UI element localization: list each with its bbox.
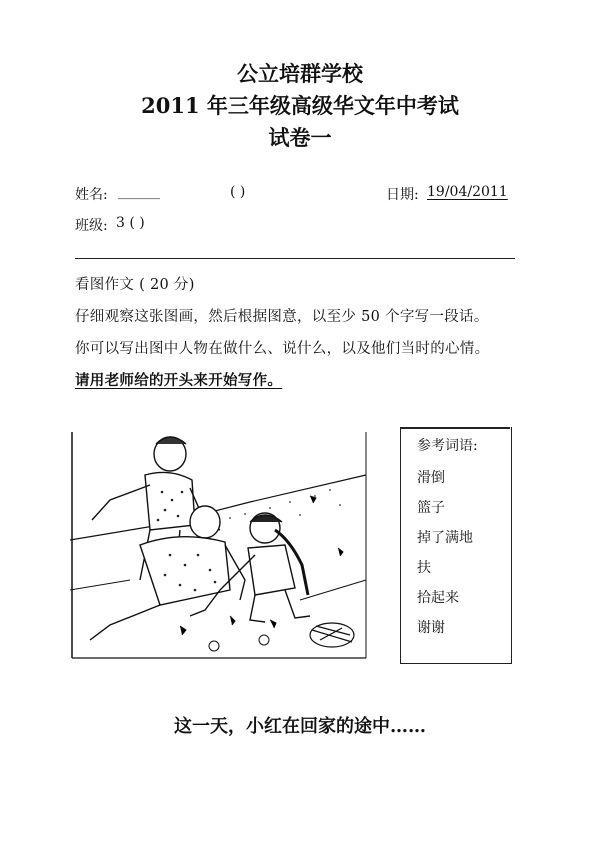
vocab-item: 滑倒	[417, 470, 445, 486]
name-paren: ( )	[230, 184, 246, 200]
vocab-item: 篮子	[417, 500, 445, 516]
divider	[75, 258, 515, 259]
date-value: 19/04/2011	[427, 184, 508, 200]
name-label: 姓名:	[75, 187, 108, 203]
task-line-2: 你可以写出图中人物在做什么、说什么，以及他们当时的心情。	[75, 341, 490, 357]
task-heading: 看图作文 ( 20 分)	[75, 277, 195, 293]
name-blank: ______	[118, 184, 160, 200]
opening-sentence: 这一天，小红在回家的途中……	[174, 716, 426, 737]
vocab-item: 扶	[417, 560, 431, 576]
school-name: 公立培群学校	[237, 61, 363, 86]
date-label: 日期:	[386, 187, 419, 203]
vocab-box	[400, 427, 512, 664]
exam-title: 2011 年三年级高级华文年中考试	[141, 93, 459, 118]
paper-title: 试卷一	[268, 125, 332, 150]
class-value: 3 ( )	[116, 215, 145, 231]
vocab-item: 谢谢	[417, 620, 445, 636]
scene-illustration	[70, 430, 370, 662]
class-label: 班级:	[75, 218, 108, 234]
task-line-3: 请用老师给的开头来开始写作。	[75, 372, 283, 389]
vocab-item: 掉了满地	[417, 530, 473, 546]
vocab-title: 参考词语:	[417, 438, 478, 454]
vocab-item: 拾起来	[417, 590, 459, 606]
task-line-1: 仔细观察这张图画，然后根据图意，以至少 50 个字写一段话。	[75, 309, 489, 325]
